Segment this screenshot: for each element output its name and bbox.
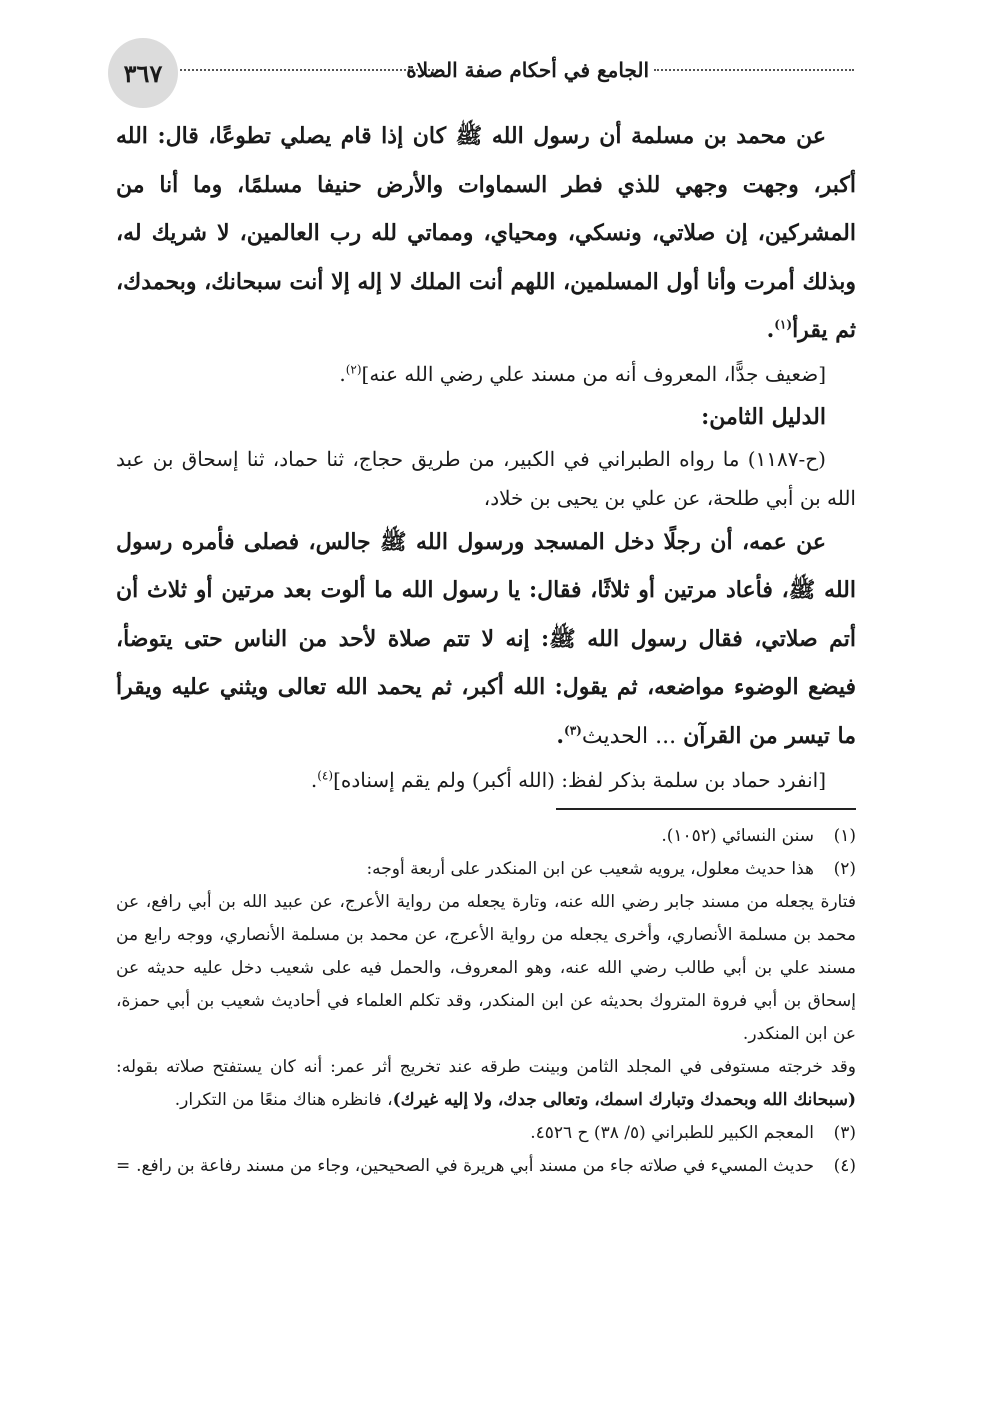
isnad-chain: (ح-١١٨٧) ما رواه الطبراني في الكبير، من طريق حجاج، ثنا حماد، ثنا إسحاق بن عبد الله بن أبي طلحة، عن علي بن يحيى بن خلاد،: [116, 446, 856, 510]
ruling-2: [انفرد حماد بن سلمة بذكر لفظ: (الله أكبر) ولم يقم إسناده]$^{(٤)}$.: [310, 768, 826, 792]
footnote-ref-3: (٣): [564, 723, 582, 738]
footnote-ref-4: (٤): [317, 768, 334, 783]
continuation-mark: =: [116, 1156, 131, 1176]
footnote-3: (٣)المعجم الكبير للطبراني (٥/ ٣٨) ح ٤٥٢٦.: [530, 1123, 856, 1143]
footnote-2-detail: فتارة يجعله من مسند جابر رضي الله عنه، وتارة يجعله من رواية الأعرج، عن عبيد الله بن أبي رافع، عن محمد بن مسلمة الأنصاري، وأخرى يجعله من رواية الأعرج، عن محمد بن مسلمة الأنصاري، ووجه رابع من مسند علي بن أبي طالب رضي الله عنه، وهو المعروف، والحمل فيه على شعيب دخل عليه حديثه عن إسحاق بن أبي فروة المتروك بحديثه عن ابن المنكدر، وقد تكلم العلماء في أحاديث شعيب بن أبي حمزة، عن ابن المنكدر.: [116, 892, 856, 1044]
section-heading: الدليل الثامن:: [701, 403, 826, 430]
page-header: [108, 38, 854, 110]
footnote-ref-1: (١): [774, 317, 793, 332]
header-dotted-rule-right: [654, 69, 854, 71]
footnote-ref-2: (٢): [345, 361, 362, 376]
page-number: ٣٦٧: [108, 38, 178, 108]
hadith-text-1: عن محمد بن مسلمة أن رسول الله ﷺ كان إذا قام يصلي تطوعًا، قال: الله أكبر، وجهت وجهي للذي فطر السماوات والأرض حنيفا مسلمًا، وما أنا من المشركين، إن صلاتي، ونسكي، ومحياي، ومماتي لله رب العالمين، لا شريك له، وبذلك أمرت وأنا أول المسلمين، اللهم أنت الملك لا إله إلا أنت سبحانك، وبحمدك، ثم يقرأ$^{(١)}$.: [116, 123, 856, 343]
footnote-4: (٤)حديث المسيء في صلاته جاء من مسند أبي هريرة في الصحيحين، وجاء من مسند رفاعة بن رافع. =: [116, 1150, 856, 1183]
footnote-2: (٢)هذا حديث معلول، يرويه شعيب عن ابن المنكدر على أربعة أوجه:: [366, 859, 856, 879]
ruling-1: [ضعيف جدًّا، المعروف أنه من مسند علي رضي الله عنه]$^{(٢)}$.: [339, 361, 826, 386]
running-title: الجامع في أحكام صفة الصلاة: [406, 58, 649, 82]
footnote-separator: [556, 808, 856, 810]
hadith-1-body: عن محمد بن مسلمة أن رسول الله ﷺ كان إذا قام يصلي تطوعًا، قال: الله أكبر، وجهت وجهي للذي فطر السماوات والأرض حنيفا مسلمًا، وما أنا من المشركين، إن صلاتي، ونسكي، ومحياي، ومماتي لله رب العالمين، لا شريك له، وبذلك أمرت وأنا أول المسلمين، اللهم أنت الملك لا إله إلا أنت سبحانك، وبحمدك، ثم يقرأ: [116, 123, 856, 343]
footnote-2-cross-reference: وقد خرجته مستوفى في المجلد الثامن وبينت طرقه عند تخريج أثر عمر: أنه كان يستفتح صلاته بقوله: (سبحانك الله وبحمدك وتبارك اسمك، وتعالى جدك، ولا إليه غيرك)، فانظره هناك منعًا من التكرار.: [116, 1057, 856, 1110]
header-dotted-rule-left: [180, 69, 442, 71]
hadith-2-body: عن عمه، أن رجلًا دخل المسجد ورسول الله ﷺ جالس، فصلى فأمره رسول الله ﷺ، فأعاد مرتين أو ثلاثًا، فقال: يا رسول الله ما ألوت بعد مرتين أو ثلاث أن أتم صلاتي، فقال رسول الله ﷺ: إنه لا تتم صلاة لأحد من الناس حتى يتوضأ، فيضع الوضوء مواضعه، ثم يقول: الله أكبر، ثم يحمد الله تعالى ويثني عليه ويقرأ ما تيسر من القرآن: [116, 528, 856, 749]
main-text: [116, 112, 856, 1183]
footnote-1: (١)سنن النسائي (١٠٥٢).: [661, 826, 856, 846]
hadith-text-2: عن عمه، أن رجلًا دخل المسجد ورسول الله ﷺ جالس، فصلى فأمره رسول الله ﷺ، فأعاد مرتين أو ثلاثًا، فقال: يا رسول الله ما ألوت بعد مرتين أو ثلاث أن أتم صلاتي، فقال رسول الله ﷺ: إنه لا تتم صلاة لأحد من الناس حتى يتوضأ، فيضع الوضوء مواضعه، ثم يقول: الله أكبر، ثم يحمد الله تعالى ويثني عليه ويقرأ ما تيسر من القرآن ... الحديث$^{(٣)}$.: [116, 528, 856, 749]
